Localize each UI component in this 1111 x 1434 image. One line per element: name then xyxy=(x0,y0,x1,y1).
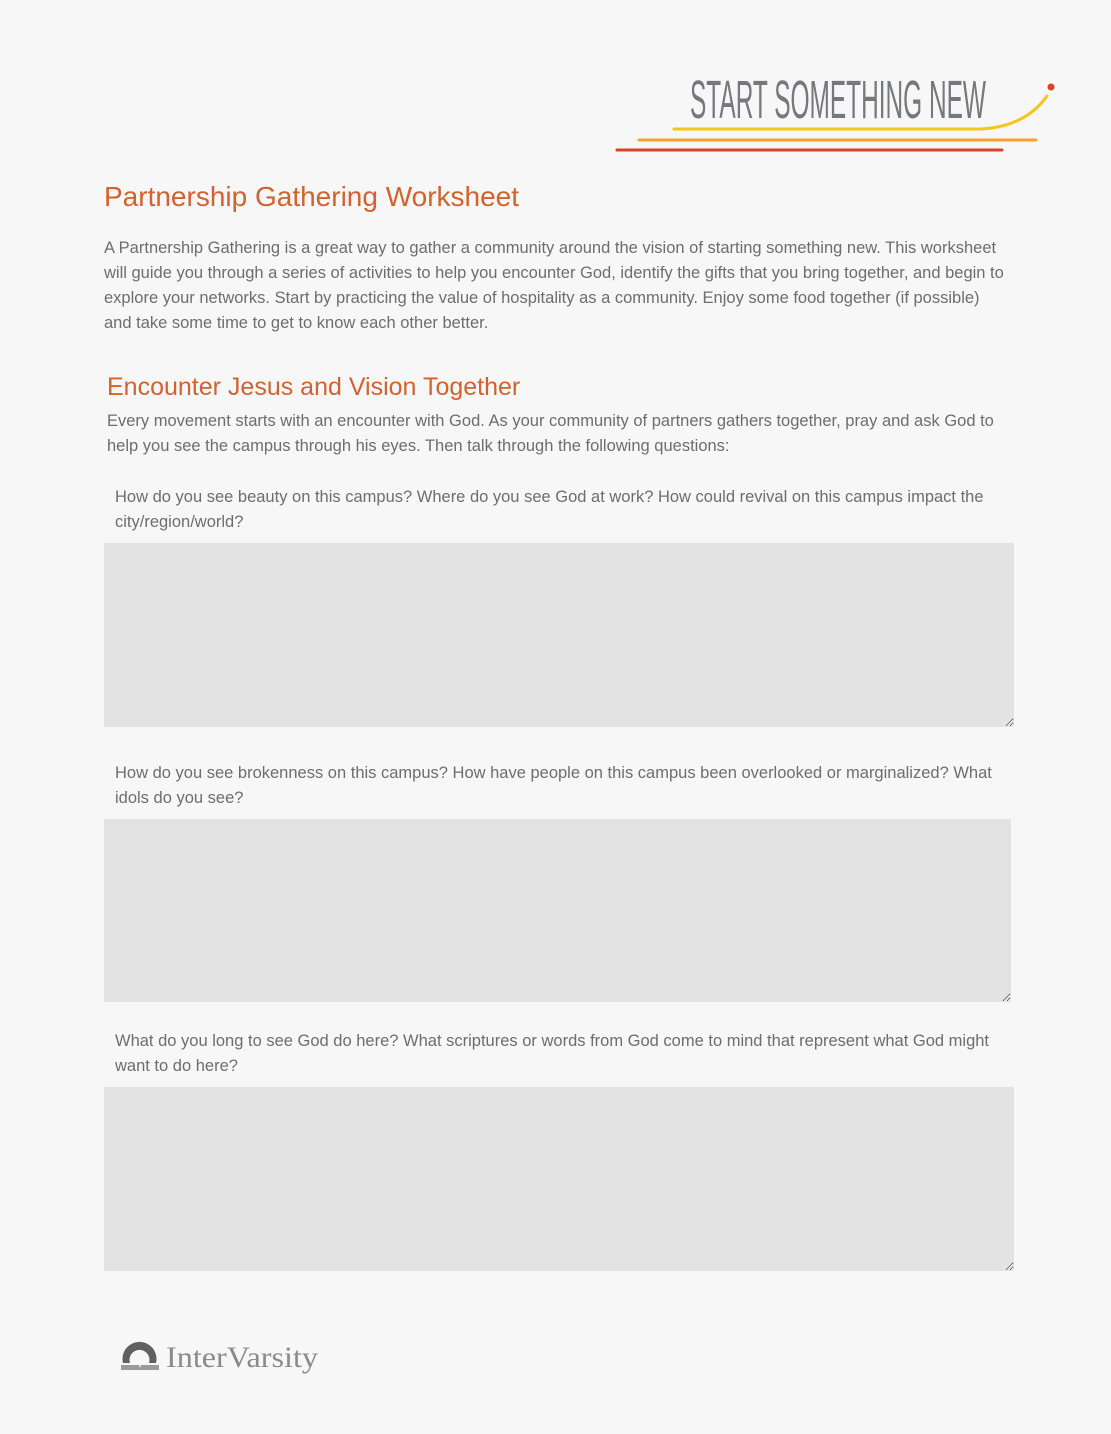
answer-field-2[interactable] xyxy=(104,819,1011,1002)
question-1: How do you see beauty on this campus? Where do you see God at work? How could revival on this campus impact the city/region/world? xyxy=(115,488,984,531)
start-something-new-logo xyxy=(610,70,1070,160)
intervarsity-book-icon xyxy=(121,1365,159,1370)
logo-text: START SOMETHING NEW xyxy=(690,70,987,130)
intervarsity-arch-icon xyxy=(123,1342,157,1363)
intervarsity-text: InterVarsity xyxy=(166,1341,318,1374)
logo-dot xyxy=(1048,84,1055,91)
section-text: Every movement starts with an encounter with God. As your community of partners gathers together, pray and ask God to help you see the campus through his eyes. Then talk through the following questions: xyxy=(107,412,994,455)
answer-field-3[interactable] xyxy=(104,1087,1014,1271)
question-2: How do you see brokenness on this campus? How have people on this campus been overlooked or marginalized? What idols do you see? xyxy=(115,764,992,807)
section-heading: Encounter Jesus and Vision Together xyxy=(107,373,521,401)
question-3: What do you long to see God do here? What scriptures or words from God come to mind that represent what God might want to do here? xyxy=(115,1032,990,1075)
intervarsity-logo xyxy=(118,1333,338,1377)
answer-field-1[interactable] xyxy=(104,543,1014,727)
intro-text: A Partnership Gathering is a great way to gather a community around the vision of starting something new. This worksheet will guide you through a series of activities to help you encounter God, identify the gifts that you bring together, and begin to explore your networks. Start by practicing the value of hospitality as a community. Enjoy some food together (if possible) and take some time to get to know each other better. xyxy=(104,239,1004,332)
page-title: Partnership Gathering Worksheet xyxy=(104,181,520,212)
